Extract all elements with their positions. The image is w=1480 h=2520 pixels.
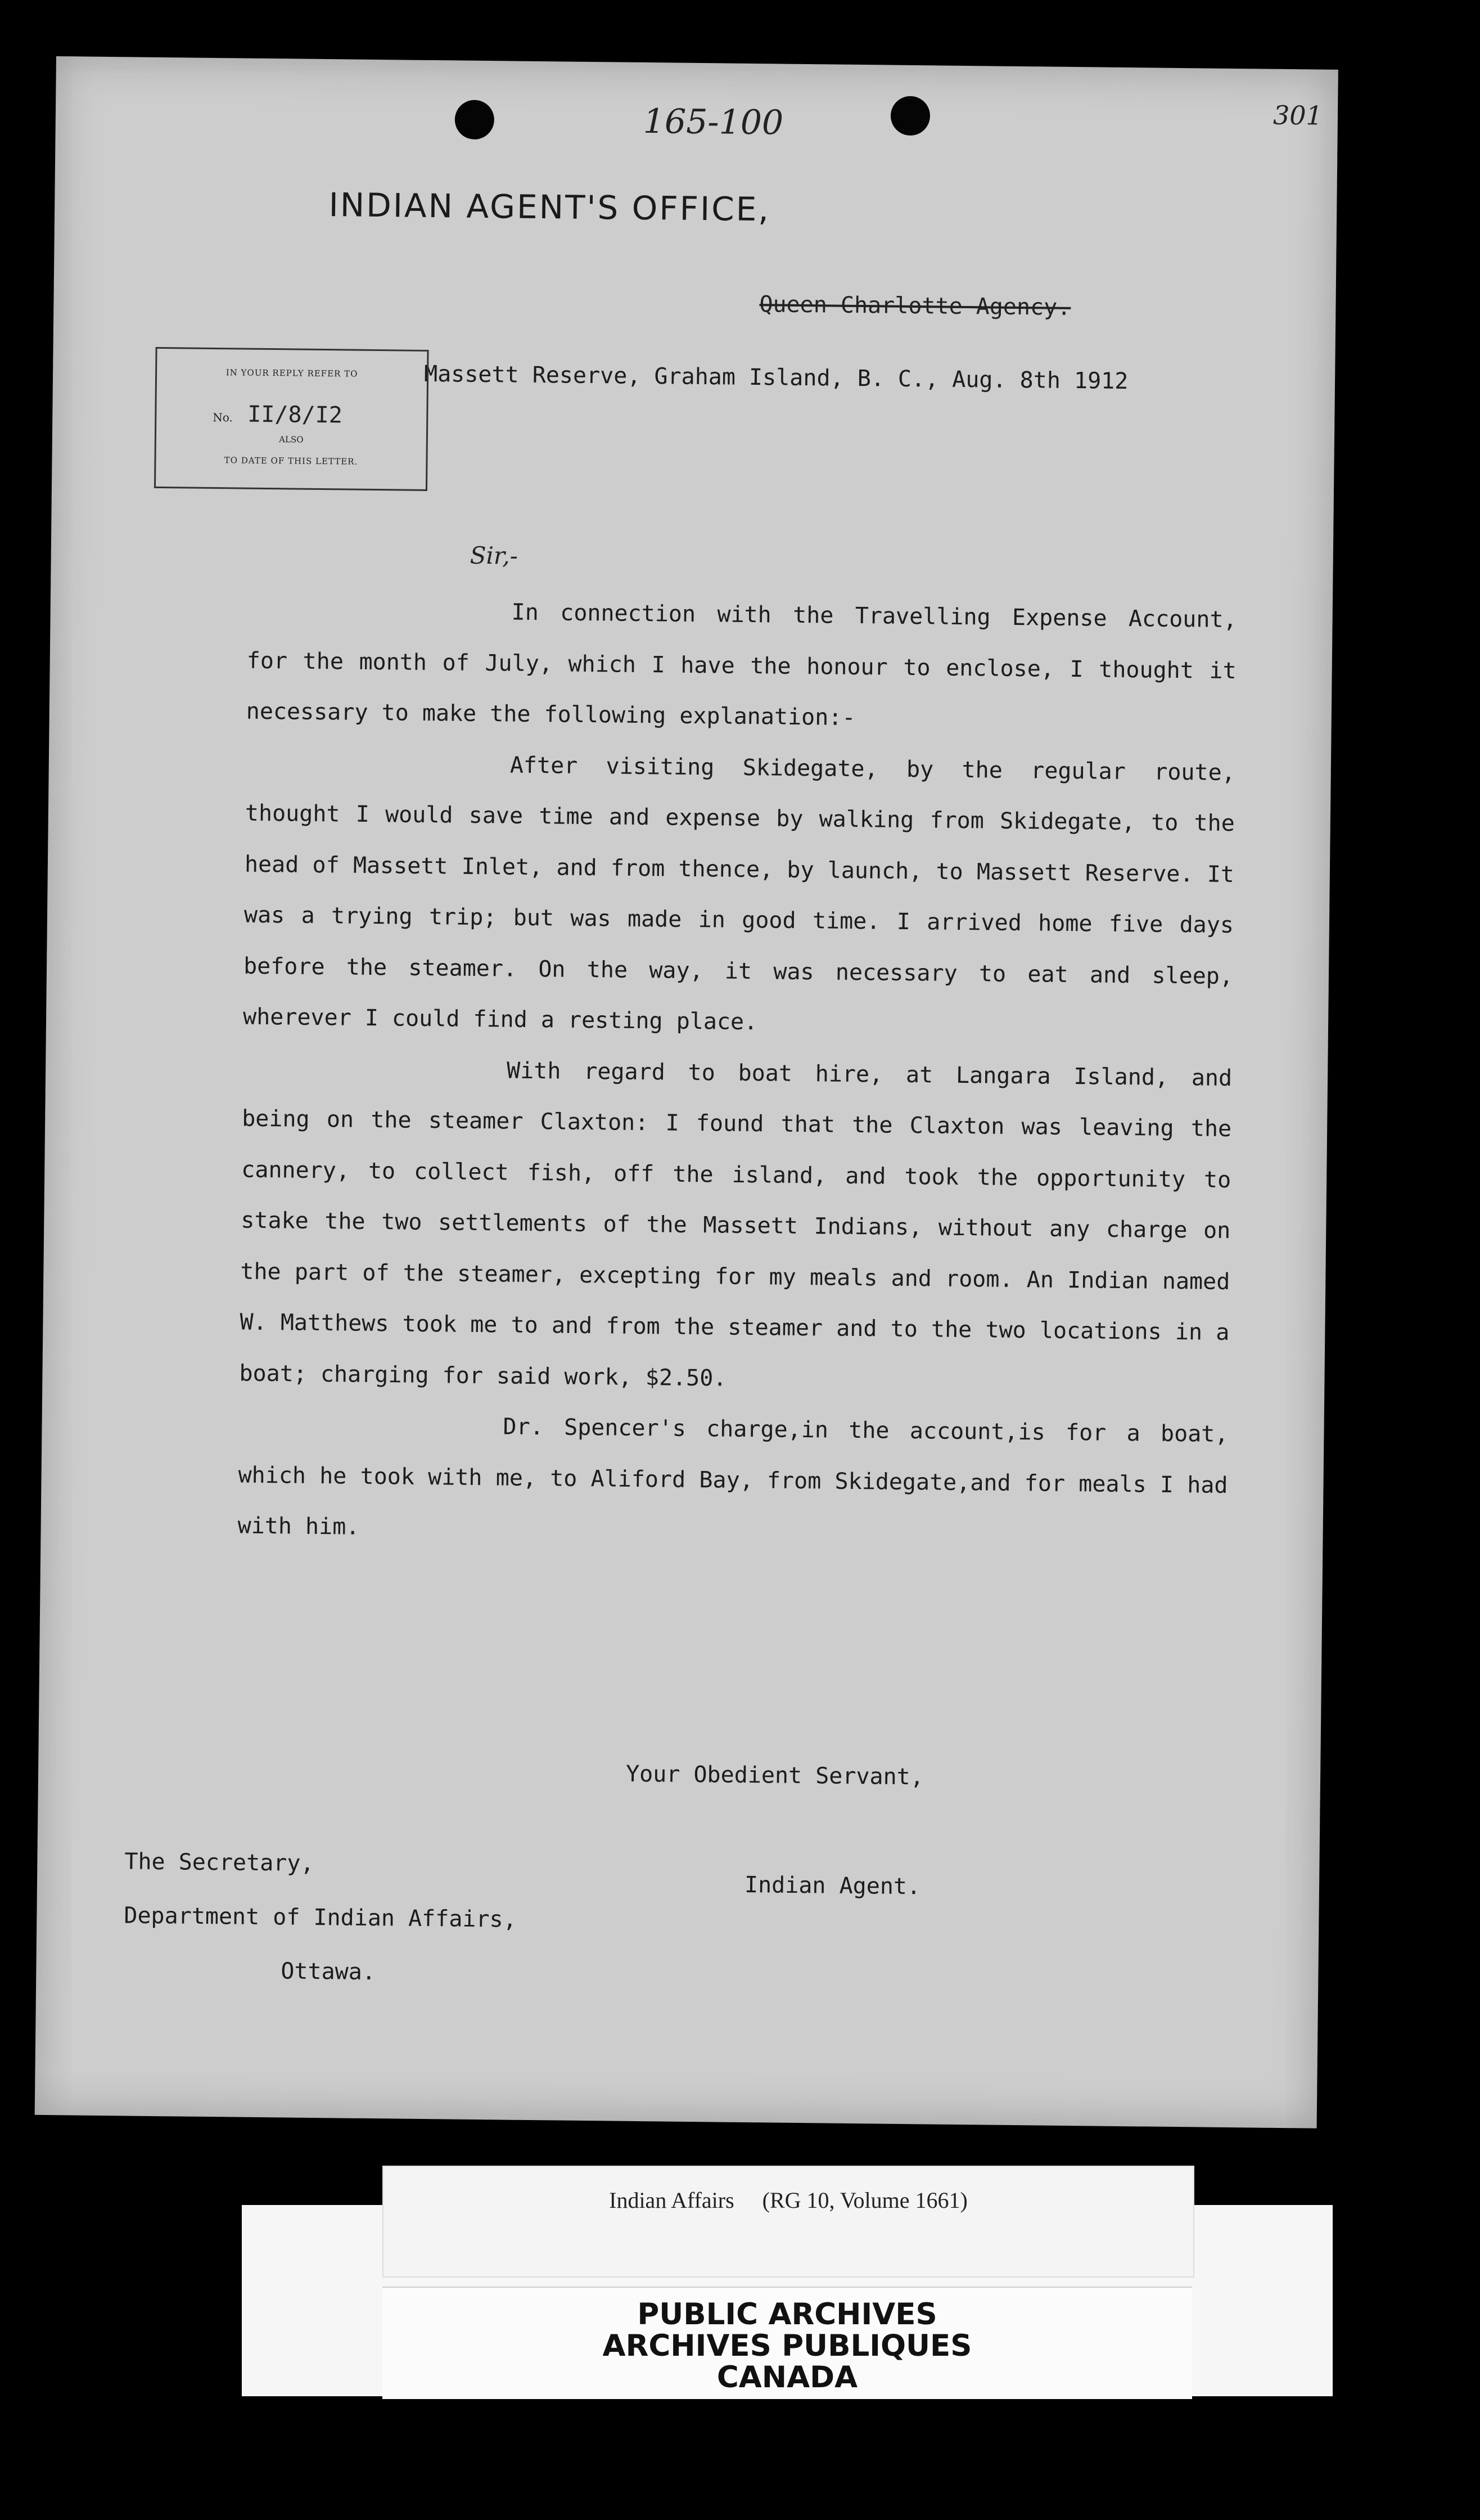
archives-line: PUBLIC ARCHIVES [637,2297,937,2332]
reference-also: ALSO [279,434,304,445]
reference-box [154,347,429,491]
punch-hole [891,96,931,136]
paragraph: With regard to boat hire, at Langara Island, and being on the steamer Claxton: I found that the Claxton was leaving the cannery, to collect fish, off the island, and took the opportunity to stake the two settlements of the Massett Indians, without any charge on the part of the steamer, excepting for my meals and room. An Indian named W. Matthews took me to and from the steamer and to the two locations in a boat; charging for said work, $2.50. [239,1057,1233,1392]
page-number: 301 [1273,100,1323,131]
reference-no-label: No. [213,410,233,425]
file-number: 165-100 [643,101,784,143]
address-line: The Secretary, [124,1848,314,1876]
letterhead: INDIAN AGENT'S OFFICE, [328,186,771,229]
paragraph: After visiting Skidegate, by the regular route, thought I would save time and expense by walking from Skidegate, to the head of Massett Inlet, and from thence, by launch, to Massett Reserve. It was a trying trip; but was made in good time. I arrived home five days before the steamer. On the way, it was necessary to eat and sleep, wherever I could find a resting place. [242,752,1236,1036]
reference-line: IN YOUR REPLY REFER TO [225,367,358,379]
agency-name: Queen Charlotte Agency. [759,291,1071,321]
address-line: Department of Indian Affairs, [124,1902,517,1933]
paragraph: Dr. Spencer's charge,in the account,is for a boat, which he took with me, to Aliford Bay, from Skidegate,and for meals I had with him. [237,1414,1229,1540]
punch-hole [454,100,494,140]
reference-number: II/8/I2 [247,401,343,429]
signature-title: Indian Agent. [744,1871,921,1900]
salutation: Sir,- [470,541,518,570]
archive-caption: Indian Affairs (RG 10, Volume 1661) [382,2166,1194,2278]
archives-line: CANADA [716,2360,858,2395]
address-line: Ottawa. [281,1958,376,1986]
archives-line: ARCHIVES PUBLIQUES [602,2329,972,2363]
dateline: Massett Reserve, Graham Island, B. C., Aug. 8th 1912 [423,361,1129,394]
letter-page [35,56,1338,2128]
reference-number-row [213,401,342,428]
paragraph: In connection with the Travelling Expense Account, for the month of July, which I have the honour to enclose, I thought it necessary to make the following explanation:- [246,599,1237,731]
closing: Your Obedient Servant, [625,1761,924,1790]
recipient-address [123,1834,517,2000]
archives-text [382,2287,1192,2399]
reference-date-note: TO DATE OF THIS LETTER. [224,455,358,467]
letter-body [237,584,1237,1562]
